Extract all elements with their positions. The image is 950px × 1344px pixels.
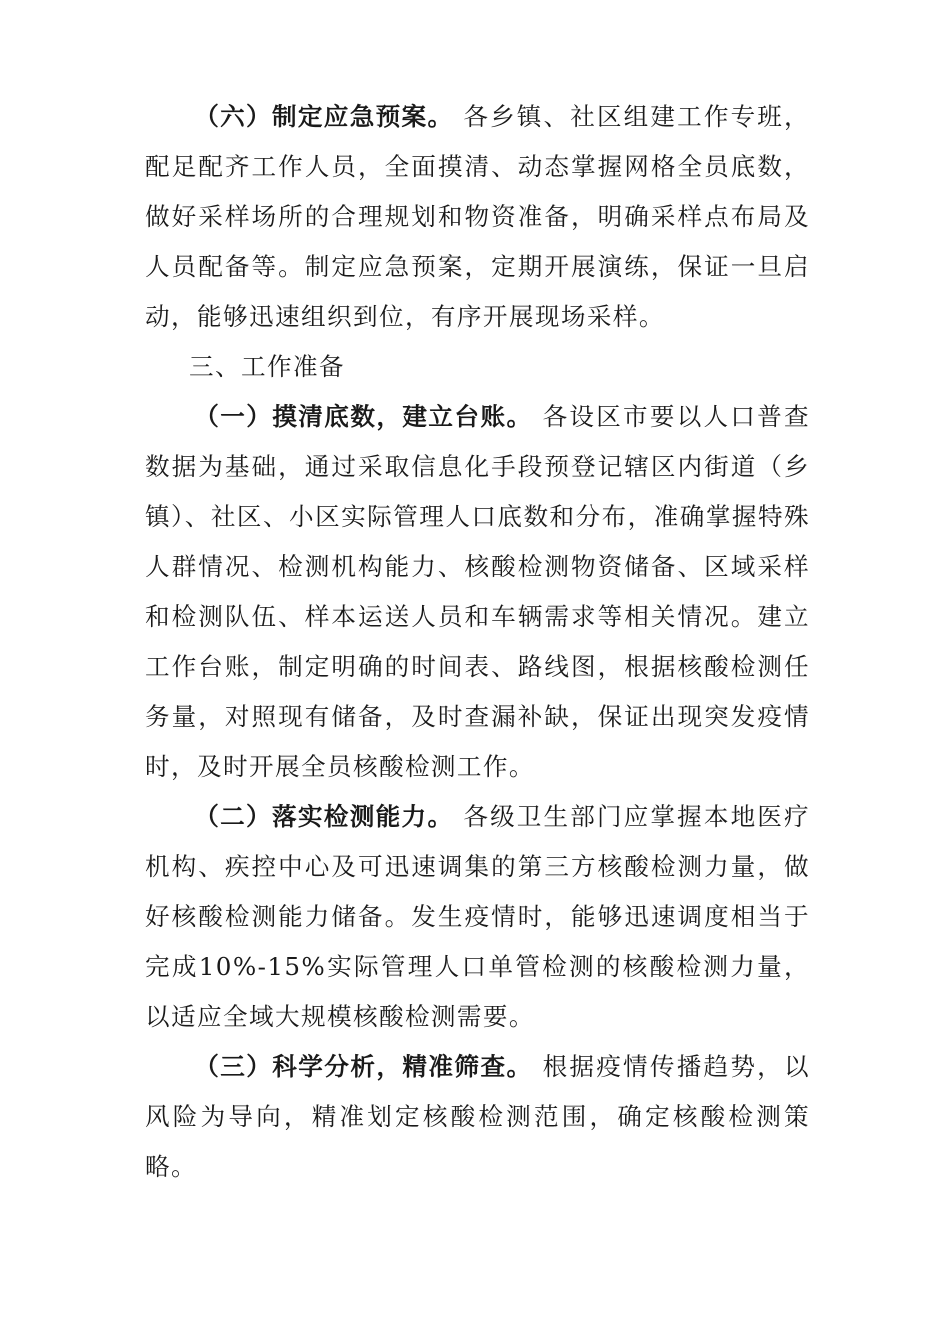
paragraph-text: 根据疫情传播趋势，以风险为导向，精准划定核酸检测范围，确定核酸检测策略。 bbox=[145, 1052, 810, 1181]
paragraph-testing-capacity bbox=[145, 792, 810, 1042]
paragraph-text: 各设区市要以人口普查数据为基础，通过采取信息化手段预登记辖区内街道（乡镇）、社区、小区实际管理人口底数和分布，准确掌握特殊人群情况、检测机构能力、核酸检测物资储备、区域采样和检测队伍、样本运送人员和车辆需求等相关情况。建立工作台账，制定明确的时间表、路线图，根据核酸检测任务量，对照现有储备，及时查漏补缺，保证出现突发疫情时，及时开展全员核酸检测工作。 bbox=[145, 402, 810, 781]
section-heading: 三、工作准备 bbox=[189, 352, 345, 381]
document-body bbox=[145, 92, 810, 1192]
paragraph-lead: （六）制定应急预案。 bbox=[194, 102, 454, 131]
paragraph-lead: （二）落实检测能力。 bbox=[194, 802, 454, 831]
paragraph-text: 各级卫生部门应掌握本地医疗机构、疾控中心及可迅速调集的第三方核酸检测力量，做好核酸检测能力储备。发生疫情时，能够迅速调度相当于完成10%-15%实际管理人口单管检测的核酸检测力量，以适应全域大规模核酸检测需要。 bbox=[145, 802, 811, 1031]
paragraph-text: 各乡镇、社区组建工作专班，配足配齐工作人员，全面摸清、动态掌握网格全员底数，做好采样场所的合理规划和物资准备，明确采样点布局及人员配备等。制定应急预案，定期开展演练，保证一旦启动，能够迅速组织到位，有序开展现场采样。 bbox=[145, 102, 811, 331]
paragraph-lead: （一）摸清底数，建立台账。 bbox=[194, 402, 533, 431]
paragraph-precise-screening bbox=[145, 1042, 810, 1192]
paragraph-emergency-plan bbox=[145, 92, 810, 342]
paragraph-baseline-ledger bbox=[145, 392, 810, 792]
paragraph-lead: （三）科学分析，精准筛查。 bbox=[194, 1052, 533, 1081]
